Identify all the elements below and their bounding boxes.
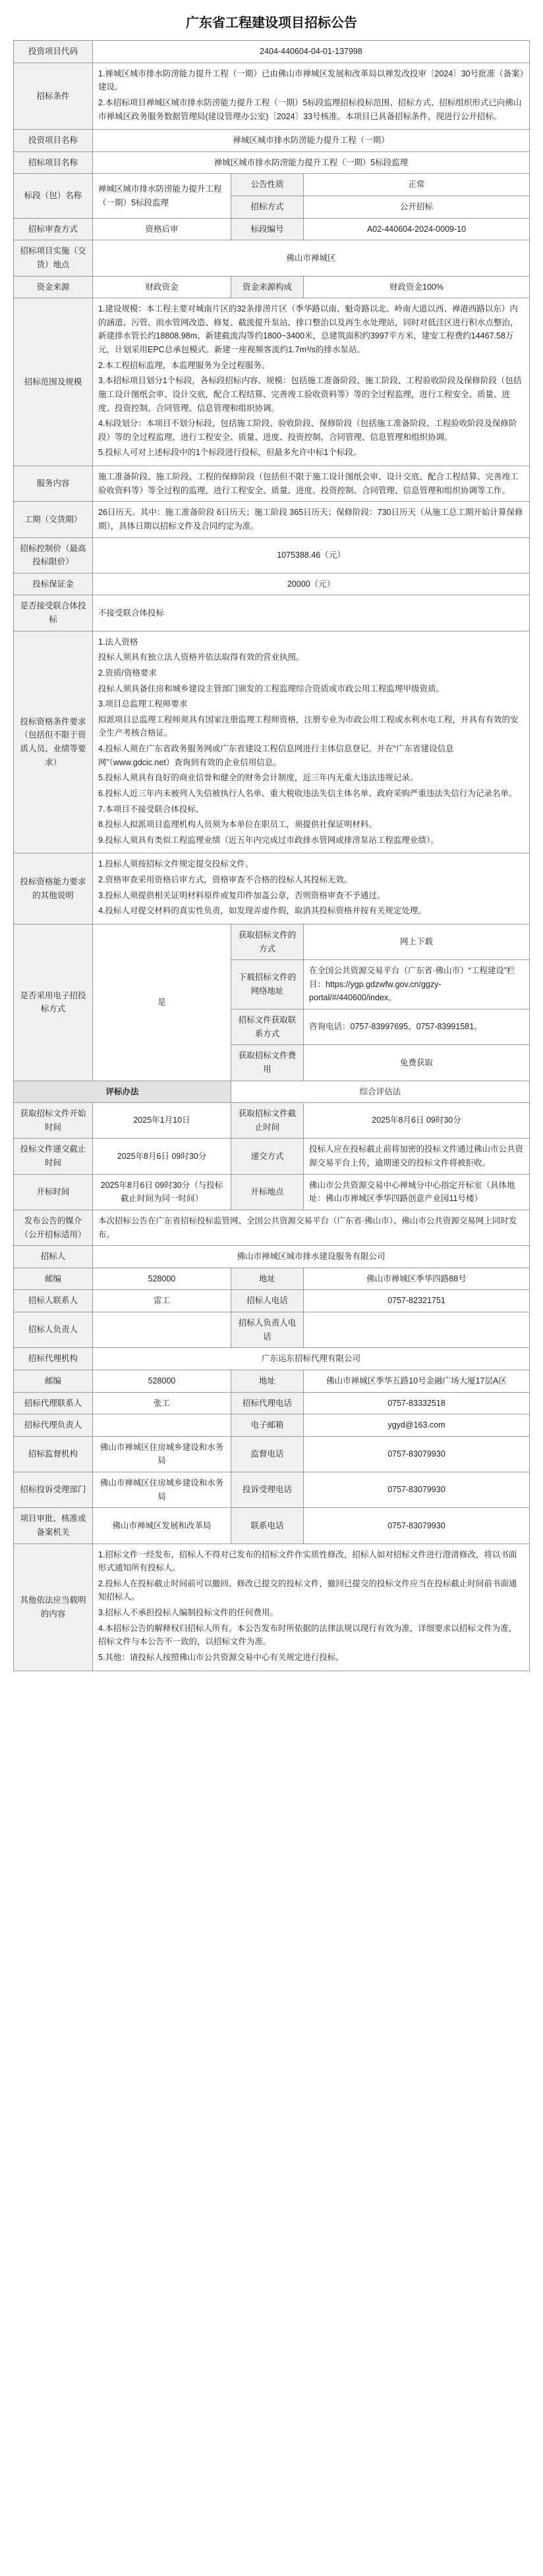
row-open: [14, 1174, 530, 1210]
row-agency-person: [14, 1414, 530, 1437]
row-period: [14, 502, 530, 537]
row-agency-contact: [14, 1392, 530, 1414]
agency-person-label: 招标代理负责人: [14, 1414, 93, 1437]
consortium-text: 不接受联合体投标: [93, 595, 530, 631]
tenderer-person-value: [93, 1312, 231, 1348]
supervision-tel-value: 0757-83079930: [304, 1436, 530, 1472]
scope-line: 3.本招标项目划分1个标段，各标段招标内容、规模：包括施工准备阶段、施工阶段、工程验收阶段及保修阶段（包括施工设计图纸会审、设计交底，配合工程结算、完善竣工验收资料等）等的全过程监理，进行工程安全、质量、进度、投资控制、合同管理、信息管理和组织协调。: [98, 376, 522, 413]
bidder-req-line: 拟派项目总监理工程师须具有国家注册监理工程师资格，注册专业为市政公用工程或水利水电工程，并具有有效的安全生产考核合格证。: [98, 714, 519, 738]
tenderer-post-label: 邮编: [14, 1268, 93, 1290]
row-location: [14, 240, 530, 276]
lot-label: 标段（包）名称: [14, 174, 93, 218]
complaint-value: 佛山市禅城区住房城乡建设和水务局: [93, 1472, 231, 1508]
row-media: [14, 1210, 530, 1245]
tenderer-contact-value: 雷工: [93, 1290, 231, 1312]
tenderer-person-tel-value: [304, 1312, 530, 1348]
agency-tel-label: 招标代理电话: [231, 1392, 304, 1414]
row-notes: [14, 1543, 530, 1671]
bidder-req-line: 7.本项目不接受联合体投标。: [98, 804, 204, 814]
approval-value: 佛山市禅城区发展和改革局: [93, 1508, 231, 1543]
agency-addr-label: 地址: [231, 1370, 304, 1392]
period-text: 26日历天。其中：施工准备阶段 6日历天；施工阶段 365日历天；保修阶段：730日历天（从施工总工期开始计算保修期），具体日期以招标文件及合同约定为准。: [93, 502, 530, 537]
row-consortium: [14, 595, 530, 631]
scope-line: 2.本工程招标监理，本监理服务为全过程服务。: [98, 360, 270, 370]
fund-source-label: 资金来源: [14, 276, 93, 298]
location-value: 佛山市禅城区: [93, 240, 530, 276]
doc-contact-value: 咨询电话：0757-83997695、0757-83991581。: [304, 1009, 530, 1045]
row-bond: [14, 573, 530, 595]
row-max-price: [14, 537, 530, 573]
notes-line: 5.其他：请投标人按照佛山市公共资源交易中心有关规定进行投标。: [98, 1652, 344, 1662]
e-bid-label: 是否采用电子招投标方式: [14, 924, 93, 1081]
eval-value: 综合评估法: [231, 1081, 530, 1103]
complaint-label: 招标投诉受理部门: [14, 1472, 93, 1508]
bidder-req-line: 8.投标人拟派项目监理机构人员须为本单位在职员工，须提供社保证明材料。: [98, 820, 377, 830]
approval-tel-label: 联系电话: [231, 1508, 304, 1543]
other-req-line: 4.投标人对提交材料的真实性负责，如发现弄虚作假，取消其投标资格并按有关规定处理。: [98, 906, 426, 916]
conditions-label: 招标条件: [14, 63, 93, 130]
bidder-req-line: 6.投标人近三年内未被列入失信被执行人名单、重大税收违法失信主体名单、政府采购严重违法失信行为记录名单。: [98, 788, 517, 798]
other-req-line: 2.资格审查采用资格后审方式，资格审查不合格的投标人其投标无效。: [98, 875, 353, 884]
announce-type-label: 公告性质: [231, 174, 304, 196]
row-tenderer-person: [14, 1312, 530, 1348]
complaint-tel-value: 0757-83079930: [304, 1472, 530, 1508]
service-text: 施工准备阶段、施工阶段、工程的保修阶段（包括但不限于施工设计图纸会审、设计交底、配合工程结算、完善竣工验收资料等）等全过程的监理，进行工程安全、质量、进度、投资控制、合同管理、信息管理和组织协调等工作。: [93, 466, 530, 502]
complaint-tel-label: 投诉受理电话: [231, 1472, 304, 1508]
max-price-value: 1075388.46（元）: [93, 537, 530, 573]
media-label: 发布公告的媒介（公开招标适用）: [14, 1210, 93, 1245]
doc-contact-label: 招标文件获取联系方式: [231, 1009, 304, 1045]
bidder-req-text: [93, 631, 530, 853]
row-tender-project: [14, 151, 530, 174]
row-agency-post: [14, 1370, 530, 1392]
agency-post-value: 528000: [93, 1370, 231, 1392]
tenderer-person-tel-label: 招标人负责人电话: [231, 1312, 304, 1348]
notes-line: 1.招标文件一经发布，招标人不得对已发布的招标文件作实质性修改，招标人如对招标文件进行澄清修改，将以书面形式通知所有投标人。: [98, 1549, 517, 1573]
row-eval: [14, 1081, 530, 1103]
row-tenderer-post: [14, 1268, 530, 1290]
agency-email-value[interactable]: ygyd@163.com: [304, 1414, 530, 1437]
row-tenderer-contact: [14, 1290, 530, 1312]
lot-code-value: A02-440604-2024-0009-10: [304, 218, 530, 240]
doc-method-label: 获取招标文件的方式: [231, 924, 304, 959]
conditions-line: 2.本招标项目禅城区城市排水防涝能力提升工程（一期）5标段监理招标投标范围、招标方式、招标组织形式已向佛山市禅城区政务服务数据管理局(建设管理办公室)〔2024〕33号核准。本项目已具备招标条件，现进行公开招标。: [98, 97, 522, 121]
fund-ratio-label: 资金来源构成: [231, 276, 304, 298]
period-label: 工期（交货期）: [14, 502, 93, 537]
submit-label: 递交方式: [231, 1139, 304, 1174]
location-label: 招标项目实施（交货）地点: [14, 240, 93, 276]
agency-person-value: [93, 1414, 231, 1437]
scope-line: 1.建设规模：本工程主要对城南片区的32条排涝片区（季华路以南、魁奇路以北、岭南大道以西、禅港西路以东）内的涵道、污管、雨水管网改造、修复、截流提升泵站、排口整治以及再生水处理站，同时对低洼区进行积水点整治，新建排水管长约18808.98m、新建截流沟等约1800~3400米，总建筑面积约3997平方米，建安工程费约14467.58万元，计划采用EPC总承包模式。新建一座视频客流约1.7m³/s的排水泵站。: [98, 304, 519, 354]
bidder-req-line: 投标人须具有独立法人资格并依法取得有效的营业执照。: [98, 653, 304, 662]
row-complaint: [14, 1472, 530, 1508]
media-value: 本次招标公告在广东省招标投标监管网、全国公共资源交易平台（广东省·佛山市）、佛山市公共资源交易网上同时发布。: [93, 1210, 530, 1245]
agency-label: 招标代理机构: [14, 1348, 93, 1370]
tenderer-value: 佛山市禅城区城市排水建设服务有限公司: [93, 1246, 530, 1268]
tenderer-contact-label: 招标人联系人: [14, 1290, 93, 1312]
row-agency: [14, 1348, 530, 1370]
row-fund: [14, 276, 530, 298]
bond-value: 20000（元）: [93, 573, 530, 595]
doc-cost-label: 获取招标文件费用: [231, 1045, 304, 1081]
announce-type-value: 正常: [304, 174, 530, 196]
conditions-line: 1.禅城区城市排水防涝能力提升工程（一期）已由佛山市禅城区发展和改革局以禅发改投审〔2024〕30号批准（备案）建设。: [98, 68, 524, 92]
row-review-method: [14, 218, 530, 240]
notes-label: 其他依法应当载明的内容: [14, 1543, 93, 1671]
doc-end-value: 2025年8月6日 09时30分: [304, 1103, 530, 1139]
open-place-label: 开标地点: [231, 1174, 304, 1210]
review-method-label: 招标审查方式: [14, 218, 93, 240]
lot-value: 禅城区城市排水防涝能力提升工程（一期）5标段监理: [93, 174, 231, 218]
bidder-req-line: 5.投标人须具有良好的商业信誉和健全的财务会计制度，近三年内无重大违法违规记录。: [98, 773, 418, 783]
supervision-value: 佛山市禅城区住房城乡建设和水务局: [93, 1436, 231, 1472]
consortium-label: 是否接受联合体投标: [14, 595, 93, 631]
doc-method-value: 网上下载: [304, 924, 530, 959]
row-lot: [14, 174, 530, 196]
row-doc-times: [14, 1103, 530, 1139]
row-service: [14, 466, 530, 502]
bond-label: 投标保证金: [14, 573, 93, 595]
row-e-bid: [14, 924, 530, 959]
row-conditions: [14, 63, 530, 130]
doc-addr-label: 下载招标文件的网络地址: [231, 960, 304, 1009]
row-project-name: [14, 130, 530, 152]
approval-label: 项目审批、核准或备案机关: [14, 1508, 93, 1543]
conditions-text: [93, 63, 530, 130]
tenderer-post-value: 528000: [93, 1268, 231, 1290]
notes-line: 2.投标人在投标截止时间前可以撤回、修改已提交的投标文件，撤回已提交的投标文件应当在投标截止时间前书面通知招标人。: [98, 1578, 517, 1602]
eval-header: 评标办法: [14, 1081, 231, 1103]
tender-project-label: 招标项目名称: [14, 151, 93, 174]
row-deadline: [14, 1139, 530, 1174]
other-req-label: 投标资格能力要求的其他说明: [14, 853, 93, 925]
tender-project-value: 禅城区城市排水防涝能力提升工程（一期）5标段监理: [93, 151, 530, 174]
notes-text: [93, 1543, 530, 1671]
submit-value: 投标人应在投标截止前将加密的投标文件通过佛山市公共资源交易平台上传，逾期递交的投标文件将被拒收。: [304, 1139, 530, 1174]
other-req-line: 3.投标人须提供相关证明材料原件或复印件加盖公章，否则资格审查不予通过。: [98, 890, 386, 900]
scope-text: [93, 298, 530, 466]
review-method-value: 资格后审: [93, 218, 231, 240]
agency-addr-value: 佛山市禅城区季华五路10号金融广场大厦17层A区: [304, 1370, 530, 1392]
approval-tel-value: 0757-83079930: [304, 1508, 530, 1543]
page-title: 广东省工程建设项目招标公告: [186, 16, 357, 30]
tenderer-person-label: 招标人负责人: [14, 1312, 93, 1348]
other-req-text: [93, 853, 530, 925]
bidder-req-line: 4.投标人须在广东省政务服务网或广东省建设工程信息网进行主体信息登记，并在“广东省建设信息网”（www.gdcic.net）查询到有效的企业信用信息。: [98, 744, 454, 767]
project-code-value: 2404-440604-04-01-137998: [93, 41, 530, 63]
notes-line: 3.招标人不承担投标人编制投标文件的任何费用。: [98, 1608, 278, 1617]
service-label: 服务内容: [14, 466, 93, 502]
scope-label: 招标范围及规模: [14, 298, 93, 466]
row-supervision: [14, 1436, 530, 1472]
open-place-value: 佛山市公共资源交易中心禅城分中心指定开标室（具体地址：佛山市禅城区季华四路创意产业园11号楼）: [304, 1174, 530, 1210]
open-time-label: 开标时间: [14, 1174, 93, 1210]
agency-contact-label: 招标代理联系人: [14, 1392, 93, 1414]
fund-ratio-value: 财政资金100%: [304, 276, 530, 298]
doc-cost-value: 免费获取: [304, 1045, 530, 1081]
notes-line: 4.本招标公告的解释权归招标人所有。本公告发布时所依据的法律法规以现行有效为准，详细要求以招标文件为准，招标文件与本公告不一致的，以招标文件为准。: [98, 1623, 517, 1647]
row-scope: [14, 298, 530, 466]
open-time-value: 2025年8月6日 09时30分（与投标截止时间为同一时间）: [93, 1174, 231, 1210]
tenderer-tel-label: 招标人电话: [231, 1290, 304, 1312]
tenderer-label: 招标人: [14, 1246, 93, 1268]
row-project-code: [14, 41, 530, 63]
project-name-value: 禅城区城市排水防涝能力提升工程（一期）: [93, 130, 530, 152]
bidder-req-line: 9.投标人须具有类似工程监理业绩（近五年内完成过市政排水管网或排涝泵站工程监理业绩）。: [98, 835, 439, 845]
bidder-req-line: 2.资质/资格要求: [98, 668, 157, 678]
bidder-req-label: 投标资格条件要求（包括但不限于资质人员、业绩等要求）: [14, 631, 93, 853]
bidder-req-line: 1.法人资格: [98, 637, 138, 647]
tenderer-tel-value: 0757-82321751: [304, 1290, 530, 1312]
agency-post-label: 邮编: [14, 1370, 93, 1392]
notice-table: [13, 40, 530, 1671]
tenderer-addr-value: 佛山市禅城区季华四路88号: [304, 1268, 530, 1290]
scope-line: 5.投标人可对上述标段中的1个标段进行投标，但最多允许中标1个标段。: [98, 448, 362, 458]
doc-addr-value[interactable]: 在全国公共资源交易平台（广东省·佛山市）“工程建设”栏目：https://ygp.gdzwfw.gov.cn/ggzy-portal/#/440600/index。: [304, 960, 530, 1009]
supervision-label: 招标监督机构: [14, 1436, 93, 1472]
lot-code-label: 标段编号: [231, 218, 304, 240]
max-price-label: 招标控制价（最高投标限价）: [14, 537, 93, 573]
row-other-req: [14, 853, 530, 925]
agency-email-label: 电子邮箱: [231, 1414, 304, 1437]
tender-method-label: 招标方式: [231, 196, 304, 219]
project-name-label: 投资项目名称: [14, 130, 93, 152]
deadline-label: 投标文件递交截止时间: [14, 1139, 93, 1174]
row-tenderer: [14, 1246, 530, 1268]
agency-value: 广东运东招标代理有限公司: [93, 1348, 530, 1370]
agency-contact-value: 张工: [93, 1392, 231, 1414]
doc-end-label: 获取招标文件截止时间: [231, 1103, 304, 1139]
doc-start-value: 2025年1月10日: [93, 1103, 231, 1139]
tenderer-addr-label: 地址: [231, 1268, 304, 1290]
row-bidder-req: [14, 631, 530, 853]
fund-source-value: 财政资金: [93, 276, 231, 298]
row-approval: [14, 1508, 530, 1543]
agency-tel-value: 0757-83332518: [304, 1392, 530, 1414]
other-req-line: 1.投标人须按招标文件规定提交投标文件。: [98, 859, 254, 869]
bidder-req-line: 投标人须具备住房和城乡建设主管部门颁发的工程监理综合资质或市政公用工程监理甲级资质。: [98, 684, 445, 693]
deadline-value: 2025年8月6日 09时30分: [93, 1139, 231, 1174]
e-bid-value: 是: [93, 924, 231, 1081]
tender-method-value: 公开招标: [304, 196, 530, 219]
doc-start-label: 获取招标文件开始时间: [14, 1103, 93, 1139]
supervision-tel-label: 监督电话: [231, 1436, 304, 1472]
bidder-req-line: 3.项目总监理工程师要求: [98, 699, 188, 709]
project-code-label: 投资项目代码: [14, 41, 93, 63]
scope-line: 4.标段划分：本项目不划分标段，包括施工阶段、验收阶段、保修阶段（包括施工准备阶段、工程验收阶段及保修阶段）等的全过程监理，进行工程安全、质量、进度、投资控制、合同管理、信息管理和组织协调。: [98, 419, 517, 442]
